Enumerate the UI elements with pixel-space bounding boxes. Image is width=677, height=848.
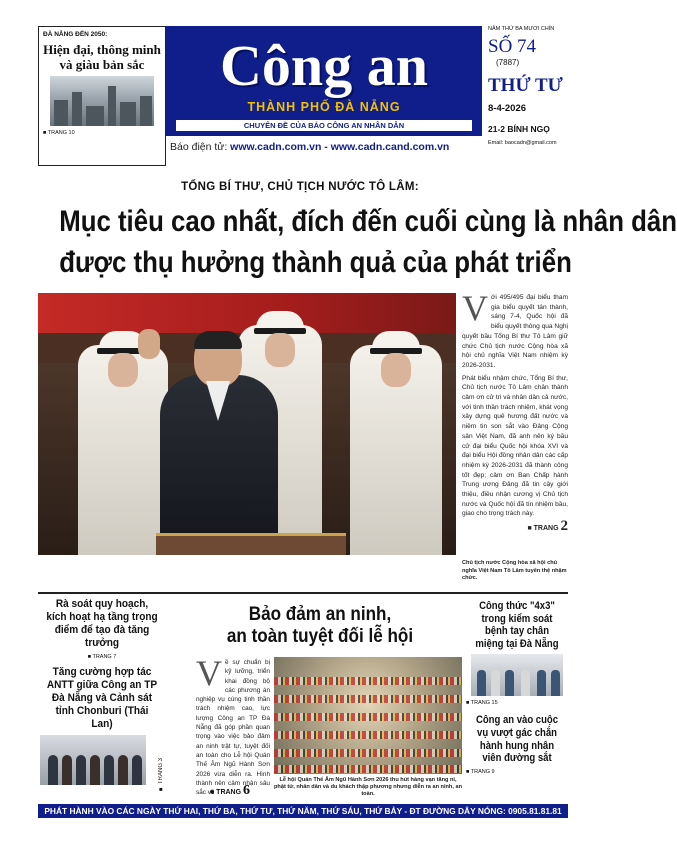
left-story-2-title[interactable]: Tăng cường hợp tác ANTT giữa Công an TP Đà Nẵng và Cảnh sát tỉnh Chonburi (Thái Lan) — [46, 666, 158, 730]
left-story-2-page: ■ TRANG 3 — [158, 758, 164, 792]
issue-year: NĂM THỨ BA MƯƠI CHÍN — [488, 26, 555, 32]
promo-page-ref: ■ TRANG 10 — [43, 130, 75, 136]
promo-box[interactable] — [38, 26, 166, 166]
promo-title[interactable]: Hiện đại, thông minh và giàu bản sắc — [43, 42, 161, 72]
main-paragraph-2: Phát biểu nhậm chức, Tổng Bí thư, Chủ tịch nước Tô Lâm chân thành cảm ơn cử tri và nhân dân cả nước, với tinh thần trách nhiệm, khát vọng xây dựng quê hương đất nước và niềm tin son sắt vào Đảng Cộng sản Việt Nam, đã anh nên ký bầu cử đại biểu Quốc hội khóa XVI và đại biểu Hội đồng nhân dân các cấp nhiệm kỳ 2026-2031 đã thành công tốt đẹp; cảm ơn Ban Chấp hành Trung ương Đảng đã tin cậy giới thiệu, điều nhận cương vị Chủ tịch nước và Quốc hội đã tín nhiệm bầu, giao cho trọng trách này. — [462, 374, 568, 518]
center-story-text: ề sự chuẩn bị kỹ lưỡng, triển khai đồng bộ các phương án nghiệp vụ cùng tinh thần trách nhiệm cao, lực lượng Công an TP Đà Nẵng đã góp phần quan trọng vào việc bảo đảm an ninh trật tự, tuyệt đối an toàn cho Lễ hội Quán Thế Âm Ngũ Hành Sơn 2026 vừa diễn ra. Hình thành nên cảm nhận sâu sắc về — [196, 659, 270, 797]
main-photo-caption: Chủ tịch nước Cộng hòa xã hội chủ nghĩa Việt Nam Tô Lâm tuyên thệ nhậm chức. — [462, 560, 567, 582]
masthead-subtitle: CHUYÊN ĐỀ CỦA BÁO CÔNG AN NHÂN DÂN — [176, 120, 472, 131]
issue-weekday: THỨ TƯ — [488, 75, 563, 96]
center-page-ref-label: ■ TRANG — [210, 789, 242, 796]
podium — [156, 533, 346, 555]
main-page-ref[interactable] — [462, 518, 568, 535]
festival-crowd-photo — [274, 657, 462, 774]
main-photo — [38, 293, 456, 555]
right-story-2-title[interactable]: Công an vào cuộc vụ vượt gác chắn hành hung nhân viên đường sắt — [475, 714, 559, 765]
center-headline[interactable] — [194, 604, 446, 648]
center-dropcap: V — [196, 653, 222, 693]
masthead-city: THÀNH PHỐ ĐÀ NẴNG — [247, 100, 401, 114]
right-news-box — [466, 600, 568, 783]
center-headline-line2[interactable]: an toàn tuyệt đối lễ hội — [226, 626, 414, 647]
main-headline-line2[interactable]: được thụ hưởng thành quả của phát triển — [59, 246, 572, 279]
right-story-1-page: ■ TRANG 15 — [466, 700, 498, 707]
promo-kicker: ĐÀ NẴNG ĐẾN 2050: — [43, 31, 108, 38]
leader-figure — [160, 375, 278, 545]
masthead — [166, 26, 482, 136]
left-news-box — [38, 598, 166, 804]
promo-city-image — [50, 76, 154, 126]
main-page-ref-label: ■ TRANG — [527, 525, 559, 533]
center-page-ref-number: 6 — [243, 783, 251, 798]
right-story-1-image — [471, 654, 563, 696]
honor-guard-figure — [78, 345, 168, 555]
website-urls[interactable]: www.cadn.com.vn - www.cadn.cand.com.vn — [230, 141, 450, 153]
right-story-2-page: ■ TRANG 9 — [466, 768, 495, 775]
issue-date: 8-4-2026 — [488, 103, 527, 114]
website-label: Báo điện tử: — [170, 141, 228, 153]
center-story-body — [196, 653, 270, 797]
main-headline-line1[interactable]: Mục tiêu cao nhất, đích đến cuối cùng là nhân dân — [59, 205, 677, 238]
main-page-ref-number: 2 — [560, 518, 568, 535]
main-story-body — [462, 288, 568, 535]
main-kicker: TỔNG BÍ THƯ, CHỦ TỊCH NƯỚC TÔ LÂM: — [181, 181, 419, 193]
main-dropcap: V — [462, 288, 488, 328]
center-headline-line1[interactable]: Bảo đảm an ninh, — [248, 604, 392, 625]
left-story-1-title[interactable]: Rà soát quy hoạch, kích hoạt hạ tầng trọng điểm để tạo đà tăng trưởng — [46, 598, 158, 649]
main-paragraph-1: ới 495/495 đại biểu tham gia biểu quyết tán thành, sáng 7-4, Quốc hội đã biểu quyết thông qua Nghị quyết bầu Tổng Bí thư Tô Lâm giữ chức Chủ tịch nước Cộng hòa xã hội chủ nghĩa Việt Nam nhiệm kỳ 2026-2031. — [462, 294, 568, 369]
left-story-2-image — [40, 735, 146, 785]
center-page-ref[interactable] — [210, 783, 250, 799]
left-story-1-page: ■ TRANG 7 — [87, 654, 117, 660]
footer-banner: PHÁT HÀNH VÀO CÁC NGÀY THỨ HAI, THỨ BA, THỨ TƯ, THỨ NĂM, THỨ SÁU, THỨ BẢY - ĐT ĐƯỜNG DÂY NÓNG: 0905.81.81.81 — [38, 804, 568, 818]
festival-photo-caption: Lễ hội Quán Thế Âm Ngũ Hành Sơn 2026 thu hút hàng vạn tăng ni, phật tử, nhân dân và du khách thập phương nhưng diễn ra an ninh, an toàn. — [274, 777, 462, 798]
website-line — [170, 141, 480, 153]
honor-guard-figure — [350, 345, 442, 555]
issue-lunar-date: 21-2 BÍNH NGỌ — [488, 124, 550, 134]
section-divider — [38, 592, 568, 594]
issue-email: Email: baocadn@gmail.com — [488, 140, 557, 146]
right-story-1-title[interactable]: Công thức "4x3" trong kiểm soát bệnh tay chân miệng tại Đà Nẵng — [475, 600, 559, 650]
issue-info — [488, 26, 566, 146]
masthead-logo: Công an — [220, 33, 428, 98]
issue-number-alt: (7887) — [496, 58, 520, 67]
issue-number: SỐ 74 — [488, 36, 537, 57]
main-headline[interactable] — [59, 201, 677, 283]
